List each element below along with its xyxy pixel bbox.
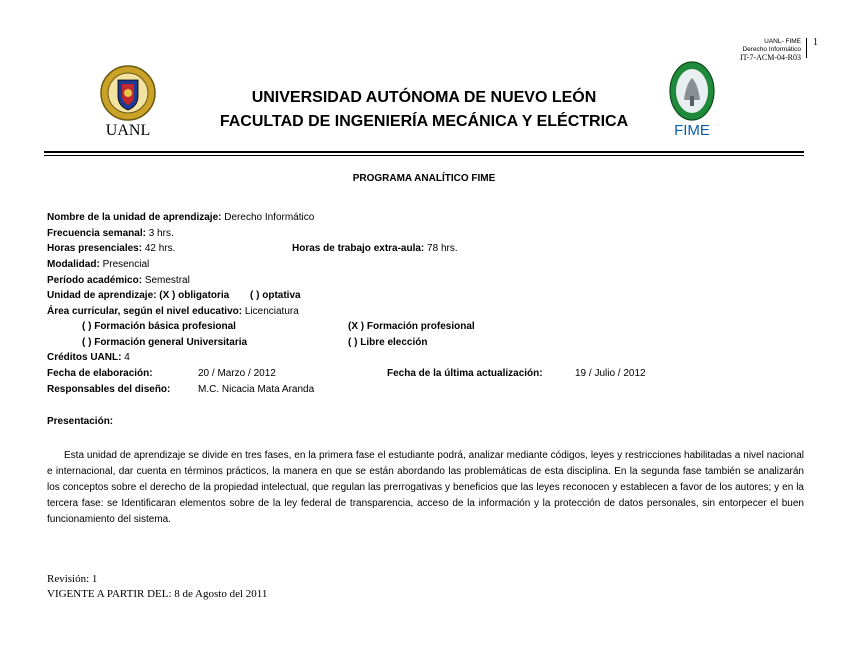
field-label: Nombre de la unidad de aprendizaje: — [47, 212, 222, 223]
field-label: Horas de trabajo extra-aula: — [292, 243, 425, 254]
field-value: Derecho Informático — [224, 212, 315, 223]
field-value-actualizacion: 19 / Julio / 2012 — [575, 368, 646, 379]
header-line-1: UANL- FIME — [764, 38, 801, 45]
faculty-title: FACULTAD DE INGENIERÍA MECÁNICA Y ELÉCTRICA — [219, 113, 629, 130]
field-label-responsables: Responsables del diseño: — [47, 384, 171, 395]
header-rule-thin — [44, 155, 804, 156]
header-line-2: Derecho Informático — [742, 46, 801, 53]
field-label: Horas presenciales: — [47, 243, 143, 254]
vigente-text: VIGENTE A PARTIR DEL: 8 de Agosto del 2011 — [47, 588, 268, 600]
field-value: 3 hrs. — [148, 228, 174, 239]
field-tipo-unidad — [47, 290, 301, 302]
field-unidad — [47, 212, 314, 224]
document-header-info — [740, 38, 801, 62]
document-subtitle: PROGRAMA ANALÍTICO FIME — [352, 173, 496, 184]
field-creditos — [47, 352, 130, 364]
field-horas-extra — [292, 243, 458, 255]
field-value: Semestral — [144, 275, 190, 286]
field-horas-presenciales — [47, 243, 175, 255]
field-value: 78 hrs. — [427, 243, 458, 254]
field-value-responsables: M.C. Nicacia Mata Aranda — [198, 384, 315, 395]
field-frecuencia — [47, 228, 174, 240]
fime-logo-text: FIME — [674, 122, 710, 139]
field-value: Licenciatura — [244, 306, 299, 317]
field-value: 42 hrs. — [144, 243, 176, 254]
field-label: Frecuencia semanal: — [47, 228, 146, 239]
field-modalidad — [47, 259, 149, 271]
option-optativa: ( ) optativa — [250, 290, 301, 301]
document-code: IT-7-ACM-04-R03 — [739, 53, 801, 62]
field-value-elaboracion: 20 / Marzo / 2012 — [198, 368, 276, 379]
header-rule-thick — [44, 151, 804, 153]
option-libre-eleccion: ( ) Libre elección — [348, 337, 428, 348]
field-label: Créditos UANL: — [47, 352, 122, 363]
presentacion-heading: Presentación: — [47, 416, 114, 427]
field-area-curricular — [47, 306, 299, 318]
page-number: 1 — [813, 37, 818, 48]
uanl-logo-text: UANL — [105, 122, 151, 139]
field-label: Modalidad: — [47, 259, 100, 270]
field-label: Período académico: — [47, 275, 143, 286]
field-periodo — [47, 275, 190, 287]
field-label-elaboracion: Fecha de elaboración: — [47, 368, 153, 379]
header-divider — [806, 38, 807, 58]
revision-text: Revisión: 1 — [47, 573, 98, 585]
option-formacion-basica: ( ) Formación básica profesional — [82, 321, 236, 332]
field-label: Área curricular, según el nivel educativo: — [47, 306, 243, 317]
presentacion-paragraph: Esta unidad de aprendizaje se divide en tres fases, en la primera fase el estudiante podrá, analizar mediante códigos, leyes y restricciones habilitadas a nivel nacional e internacional, dar cuenta en términos prácticos, la manera en que se están abordando las problemáticas de esta disciplina. En la segunda fase también se analizarán los conceptos sobre el derecho de la propiedad intelectual, que regulan las prerrogativas y beneficios que las leyes reconocen y establecen a favor de los autores; y en la tercera fase: se Identificaran elementos sobre de la ley federal de transparencia, acceso de la información y la protección de datos personales, sin entorpecer el buen funcionamiento del sistema. — [47, 450, 804, 525]
field-label: Unidad de aprendizaje: (X ) obligatoria — [47, 290, 230, 301]
field-label-actualizacion: Fecha de la última actualización: — [387, 368, 543, 379]
option-formacion-general: ( ) Formación general Universitaria — [82, 337, 248, 348]
university-title: UNIVERSIDAD AUTÓNOMA DE NUEVO LEÓN — [251, 89, 597, 106]
option-formacion-profesional: (X ) Formación profesional — [348, 321, 475, 332]
field-value: 4 — [124, 352, 130, 363]
field-value: Presencial — [102, 259, 150, 270]
